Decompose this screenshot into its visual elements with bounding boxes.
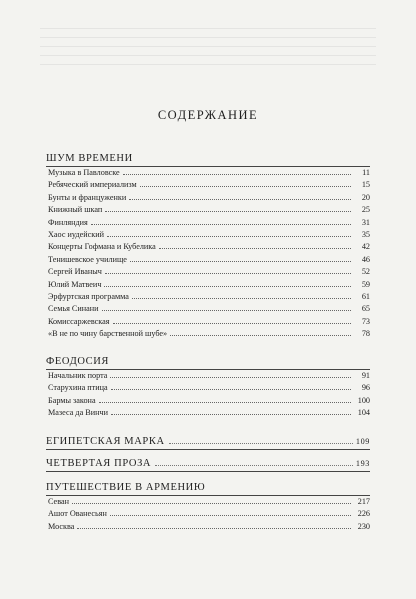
toc-entry[interactable]: [46, 229, 370, 241]
page-number: 61: [361, 292, 370, 302]
page-number: 100: [357, 395, 370, 405]
toc-entry[interactable]: [46, 179, 370, 191]
page-number: 65: [361, 304, 370, 314]
dot-leader: [170, 335, 351, 336]
page-number: 78: [361, 329, 370, 339]
dot-leader: [104, 286, 351, 287]
toc-entry[interactable]: [46, 328, 370, 340]
page-number: 96: [361, 383, 370, 393]
toc-section: [46, 481, 370, 533]
page-number: 25: [361, 205, 370, 215]
page-number: 20: [361, 192, 370, 202]
dot-leader: [132, 298, 351, 299]
toc-entry[interactable]: [46, 370, 370, 382]
toc-entry[interactable]: [46, 291, 370, 303]
page-number: 73: [361, 316, 370, 326]
page-number: 59: [361, 279, 370, 289]
section-title-text: ПУТЕШЕСТВИЕ В АРМЕНИЮ: [46, 482, 206, 493]
toc-section: [46, 435, 370, 450]
page-number: 217: [357, 497, 370, 506]
entry-label: Хаос иудейский: [48, 230, 105, 240]
toc-entry[interactable]: [46, 407, 370, 419]
page-number: 15: [361, 180, 370, 190]
dot-leader: [111, 414, 351, 415]
entry-label: Ребяческий империализм: [48, 180, 137, 190]
toc-entry[interactable]: [46, 167, 370, 179]
dot-leader: [72, 503, 351, 504]
entry-label: Тенишевское училище: [48, 254, 127, 264]
section-title-text: ФЕОДОСИЯ: [46, 356, 110, 367]
section-title-text: ЧЕТВЕРТАЯ ПРОЗА: [46, 458, 152, 469]
section-title-text: ЕГИПЕТСКАЯ МАРКА: [46, 436, 165, 447]
page-number: 230: [357, 521, 370, 531]
entry-label: Музыка в Павловске: [48, 168, 120, 177]
section-rule: [46, 471, 370, 472]
dot-leader: [140, 186, 351, 187]
entry-label: Бармы закона: [48, 395, 96, 405]
page-number: 46: [361, 254, 370, 264]
entry-label: Ашот Ованесьян: [48, 509, 107, 519]
section-title[interactable]: [46, 457, 370, 470]
toc-section: [46, 152, 370, 341]
entry-label: Эрфуртская программа: [48, 292, 129, 302]
page-number: 226: [357, 509, 370, 519]
toc-entry[interactable]: [46, 254, 370, 266]
toc-entry[interactable]: [46, 395, 370, 407]
section-title[interactable]: [46, 435, 370, 448]
page-number: 193: [355, 459, 370, 468]
bleed-through-text: [40, 28, 376, 68]
dot-leader: [129, 199, 351, 200]
page-number: 91: [361, 371, 370, 380]
section-title-text: ШУМ ВРЕМЕНИ: [46, 153, 133, 164]
entry-label: Концерты Гофмана и Кубелика: [48, 242, 156, 252]
page-number: 11: [362, 168, 370, 177]
toc-entry[interactable]: [46, 521, 370, 533]
entry-label: Семья Синани: [48, 304, 99, 314]
page-number: 104: [357, 408, 370, 418]
section-title[interactable]: [46, 152, 370, 165]
entry-label: Финляндия: [48, 217, 88, 227]
toc-entry[interactable]: [46, 316, 370, 328]
entry-label: Бунты и француженки: [48, 192, 127, 202]
section-title[interactable]: [46, 481, 370, 494]
entry-label: Комиссаржевская: [48, 316, 110, 326]
page-number: 52: [361, 267, 370, 277]
entry-label: Книжный шкап: [48, 205, 103, 215]
toc-entry[interactable]: [46, 279, 370, 291]
toc-entry[interactable]: [46, 217, 370, 229]
toc-entry[interactable]: [46, 241, 370, 253]
entry-label: Мазеса да Винчи: [48, 408, 108, 418]
dot-leader: [130, 261, 351, 262]
dot-leader: [123, 174, 351, 175]
toc-section: [46, 457, 370, 472]
dot-leader: [113, 323, 351, 324]
dot-leader: [105, 273, 351, 274]
entry-label: «В не по чину барственной шубе»: [48, 329, 168, 339]
toc-entry[interactable]: [46, 496, 370, 508]
entry-label: Начальник порта: [48, 371, 108, 380]
entry-label: Севан: [48, 497, 69, 506]
toc-entry[interactable]: [46, 382, 370, 394]
entry-label: Москва: [48, 521, 75, 531]
dot-leader: [110, 515, 351, 516]
dot-leader: [77, 528, 351, 529]
entry-label: Старухина птица: [48, 383, 108, 393]
page-title: СОДЕРЖАНИЕ: [157, 108, 259, 122]
dot-leader: [111, 389, 351, 390]
dot-leader: [155, 465, 353, 466]
toc-entry[interactable]: [46, 204, 370, 216]
dot-leader: [159, 248, 351, 249]
section-rule: [46, 449, 370, 450]
toc-entry[interactable]: [46, 303, 370, 315]
dot-leader: [105, 211, 351, 212]
toc-entry[interactable]: [46, 266, 370, 278]
section-title[interactable]: [46, 355, 370, 368]
dot-leader: [169, 443, 353, 444]
toc-section: [46, 355, 370, 420]
dot-leader: [102, 310, 351, 311]
page-number: 42: [361, 242, 370, 252]
page-number: 109: [355, 437, 370, 446]
dot-leader: [110, 377, 351, 378]
entry-label: Юлий Матвеич: [48, 279, 102, 289]
page-number: 35: [361, 230, 370, 240]
toc-entry[interactable]: [46, 508, 370, 520]
toc-entry[interactable]: [46, 192, 370, 204]
dot-leader: [107, 236, 351, 237]
entry-label: Сергей Иваныч: [48, 267, 102, 277]
dot-leader: [99, 402, 351, 403]
dot-leader: [91, 224, 351, 225]
page-number: 31: [361, 217, 370, 227]
